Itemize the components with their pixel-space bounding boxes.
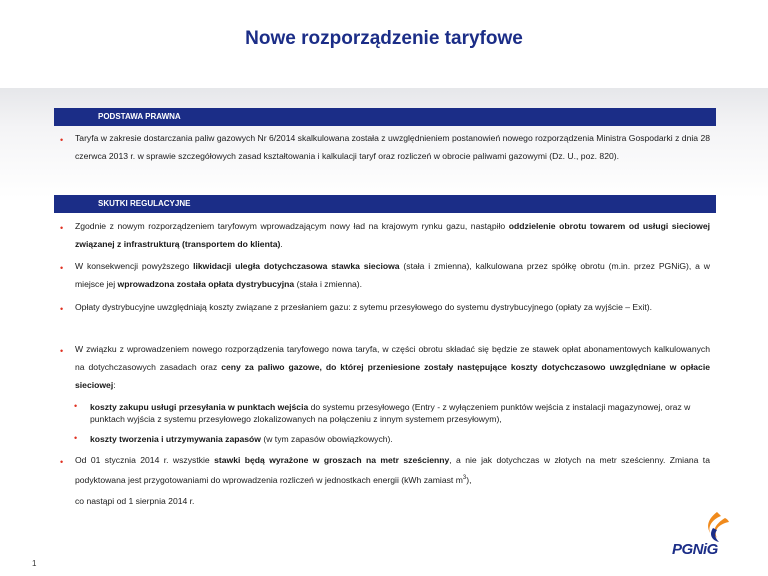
- bold-run: wprowadzona została opłata dystrybucyjna: [117, 279, 295, 289]
- text-run: , a nie jak dotychczas w złotych na metr sześcienny. Zmiana ta podyktowana jest przygotowaniami do wprowadzenia rozliczeń w jednostkach energii (kWh zamiast m: [75, 455, 710, 485]
- effects-paragraph-3: Opłaty dystrybucyjne uwzględniają koszty związane z przesłaniem gazu: z sytemu przesyłowego do systemu dystrybucyjnego (opłaty za wyjście – Exit).: [75, 302, 652, 312]
- bullet-icon: •: [60, 457, 64, 467]
- effects-paragraph-2: [75, 257, 710, 293]
- effects-subitem-2: [90, 433, 710, 445]
- text-run: (w tym zapasów obowiązkowych).: [260, 434, 393, 444]
- bold-run: oddzielenie obrotu towarem od usługi sieciowej związanej z infrastrukturą (transportem do klienta): [75, 221, 710, 249]
- text-run: Od 01 stycznia 2014 r. wszystkie: [75, 455, 215, 465]
- text-run: ),: [466, 474, 472, 485]
- effects-subitem-1: [90, 401, 710, 425]
- page-title: Nowe rozporządzenie taryfowe: [245, 28, 523, 49]
- effects-paragraph-5: [75, 451, 710, 489]
- effects-paragraph-4: [75, 340, 710, 394]
- bullet-icon: •: [60, 223, 64, 233]
- sub-bullet-icon: •: [74, 401, 78, 411]
- text-run: (stała i zmienna), kalkulowana przez spółkę obrotu (m.in. przez PGNiG), a w miejsce jej: [75, 261, 710, 289]
- text-run: (stała i zmienna).: [294, 279, 363, 289]
- text-run: :: [113, 380, 116, 390]
- text-run: W konsekwencji powyższego: [75, 261, 194, 271]
- pgnig-logo-text: PGNiG: [672, 541, 718, 558]
- text-run: Zgodnie z nowym rozporządzeniem taryfowym wprowadzającym nowy ład na krajowym rynku gazu, nastąpiło: [75, 221, 509, 231]
- bold-run: likwidacji uległa dotychczasowa stawka sieciowa: [193, 261, 400, 271]
- bullet-icon: •: [60, 263, 64, 273]
- sub-bullet-icon: •: [74, 433, 78, 443]
- content-area: [0, 88, 768, 576]
- section-header-legal-basis: PODSTAWA PRAWNA: [54, 108, 716, 126]
- text-run: W związku z wprowadzeniem nowego rozporządzenia taryfowego nowa taryfa, w części obrotu składać się będzie ze stawek opłat abonamentowych kalkulowanych na dotychczasowych zasadach oraz: [75, 344, 710, 372]
- page-number: 1: [32, 559, 37, 568]
- bold-run: koszty zakupu usługi przesyłania w punktach wejścia: [90, 402, 309, 412]
- legal-basis-paragraph: Taryfa w zakresie dostarczania paliw gazowych Nr 6/2014 skalkulowana została z uwzględnieniem postanowień nowego rozporządzenia Ministra Gospodarki z dnia 28 czerwca 2013 r. w sprawie szczegółowych zasad kształtowania i kalkulacji taryf oraz rozliczeń w obrocie paliwami gazowymi (Dz. U., poz. 820).: [75, 133, 710, 161]
- text-run: .: [280, 239, 283, 249]
- effects-paragraph-5-continuation: co nastąpi od 1 sierpnia 2014 r.: [75, 496, 195, 506]
- bold-run: koszty tworzenia i utrzymywania zapasów: [90, 434, 261, 444]
- text-run: do systemu przesyłowego (Entry - z wyłączeniem punktów wejścia z instalacji magazynowej, oraz w punktach wyjścia z systemu przesyłowego zlokalizowanych na połączeniu z innym systemem przesyłowym),: [90, 402, 691, 424]
- section-header-regulatory-effects: SKUTKI REGULACYJNE: [54, 195, 716, 213]
- bold-run: stawki będą wyrażone w groszach na metr sześcienny: [214, 455, 450, 465]
- effects-paragraph-1: [75, 217, 710, 253]
- superscript: 3: [462, 475, 467, 481]
- title-area: [0, 0, 768, 88]
- bullet-icon: •: [60, 346, 64, 356]
- bullet-icon: •: [60, 135, 64, 145]
- bullet-icon: •: [60, 304, 64, 314]
- bold-run: ceny za paliwo gazowe, do której przeniesione zostały następujące koszty dotychczasowo uwzględniane w opłacie sieciowej: [75, 362, 711, 390]
